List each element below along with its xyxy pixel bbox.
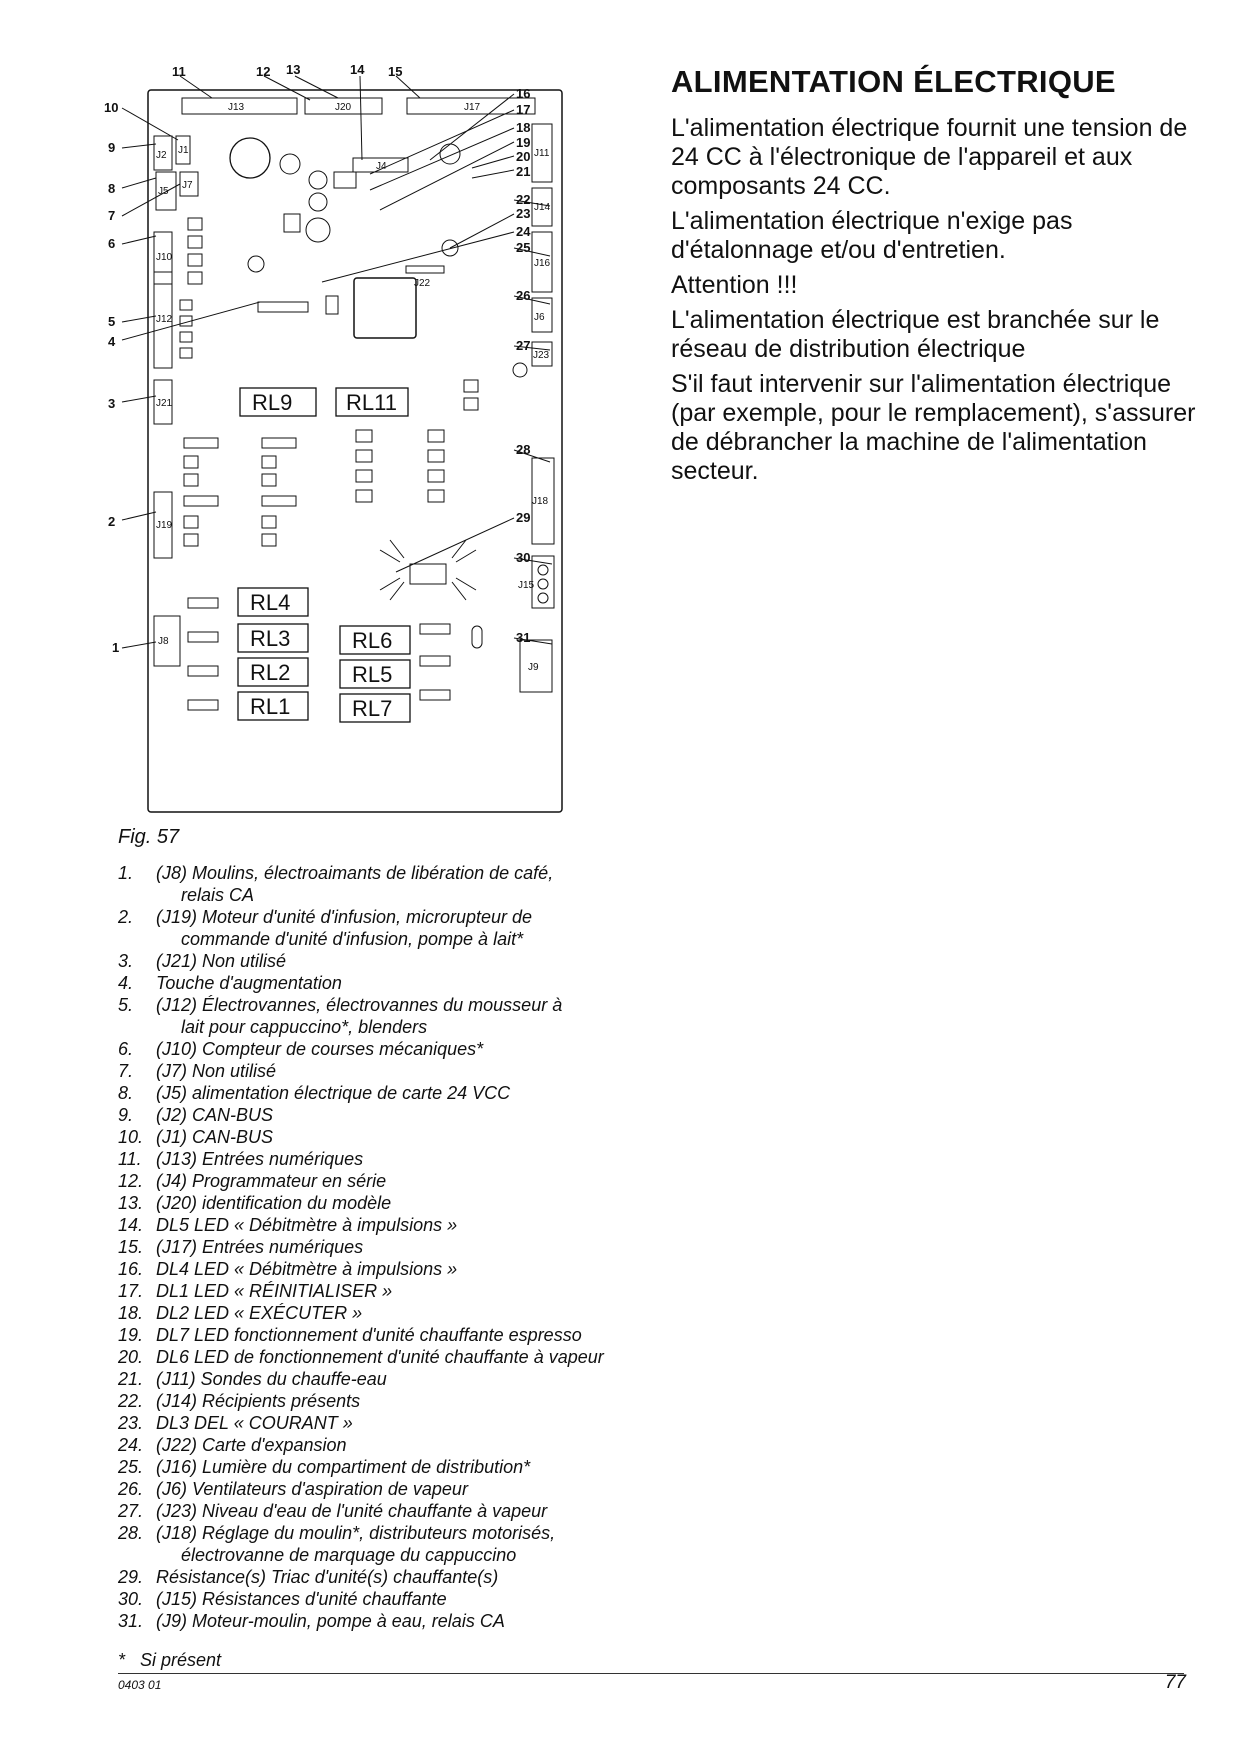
legend-item: 14. DL5 LED « Débitmètre à impulsions » — [118, 1215, 458, 1235]
svg-text:J10: J10 — [156, 252, 173, 263]
callout-27: 27 — [516, 338, 531, 353]
relay-rl7 — [340, 694, 410, 722]
legend-item: 19. DL7 LED fonctionnement d'unité chauffante espresso — [118, 1325, 582, 1345]
triac-heatsink — [380, 540, 476, 600]
connector-j8 — [154, 616, 180, 666]
paragraph: L'alimentation électrique fournit une tension de 24 CC à l'électronique de l'appareil et aux composants 24 CC. — [671, 114, 1188, 200]
legend-item: 31. (J9) Moteur-moulin, pompe à eau, relais CA — [118, 1611, 505, 1631]
svg-text:J19: J19 — [156, 520, 173, 531]
legend-item: 3. (J21) Non utilisé — [118, 951, 287, 971]
section-title: ALIMENTATION ÉLECTRIQUE — [671, 64, 1116, 99]
connector-j10 — [154, 232, 173, 284]
callout-3: 3 — [108, 396, 116, 411]
connector-j14 — [532, 188, 552, 226]
paragraph: S'il faut intervenir sur l'alimentation électrique (par exemple, pour le remplacement), s'assurer de débrancher la machine de l'alimentation secteur. — [671, 370, 1196, 485]
svg-text:RL4: RL4 — [250, 590, 291, 615]
relay-rl4 — [238, 588, 308, 616]
svg-text:J20: J20 — [335, 102, 352, 113]
relay-rl6 — [340, 626, 410, 654]
svg-text:J2: J2 — [156, 150, 167, 161]
svg-text:J17: J17 — [464, 102, 481, 113]
legend-item: 30. (J15) Résistances d'unité chauffante — [118, 1589, 447, 1609]
legend-item: 11. (J13) Entrées numériques — [118, 1149, 364, 1169]
callout-17: 17 — [516, 102, 531, 117]
component — [258, 302, 308, 312]
connector-j19 — [154, 492, 173, 558]
connector-j5 — [156, 172, 176, 210]
document-code: 0403 01 — [118, 1678, 162, 1692]
callout-1: 1 — [112, 640, 120, 655]
svg-text:J8: J8 — [158, 636, 169, 647]
relay-rl11 — [336, 388, 408, 416]
relay-rl9 — [240, 388, 316, 416]
svg-text:J13: J13 — [228, 102, 245, 113]
svg-text:J6: J6 — [534, 312, 545, 323]
legend-item: 29. Résistance(s) Triac d'unité(s) chauffante(s) — [118, 1567, 499, 1587]
svg-text:J22: J22 — [414, 278, 431, 289]
connector-j4 — [353, 158, 408, 172]
callout-14: 14 — [350, 62, 365, 77]
svg-text:RL11: RL11 — [346, 390, 397, 415]
svg-text:J23: J23 — [533, 350, 550, 361]
connector-j11 — [532, 124, 552, 182]
callout-19: 19 — [516, 135, 531, 150]
connector-j9 — [520, 640, 552, 692]
connector-j16 — [532, 232, 552, 292]
legend-item: 28. (J18) Réglage du moulin*, distributeurs motorisés, électrovanne de marquage du cappuccino — [118, 1523, 556, 1565]
legend-item: 24. (J22) Carte d'expansion — [118, 1435, 347, 1455]
led-indicator — [440, 144, 460, 164]
capacitor — [306, 218, 330, 242]
connector-j20 — [305, 98, 382, 114]
footnote: * Si présent — [118, 1650, 222, 1670]
connector-j7 — [180, 172, 198, 196]
figure-legend — [118, 862, 604, 1632]
callout-6: 6 — [108, 236, 116, 251]
svg-text:RL7: RL7 — [352, 696, 393, 721]
callout-9: 9 — [108, 140, 116, 155]
svg-text:J5: J5 — [158, 186, 169, 197]
relay-rl5 — [340, 660, 410, 688]
callout-21: 21 — [516, 164, 531, 179]
component — [334, 172, 356, 188]
microcontroller-chip — [354, 278, 416, 338]
callout-4: 4 — [108, 334, 116, 349]
legend-item: 18. DL2 LED « EXÉCUTER » — [118, 1303, 363, 1323]
legend-item: 7. (J7) Non utilisé — [118, 1061, 277, 1081]
callout-22: 22 — [516, 192, 531, 207]
footer-divider — [118, 1673, 1184, 1674]
legend-item: 16. DL4 LED « Débitmètre à impulsions » — [118, 1259, 458, 1279]
callout-28: 28 — [516, 442, 531, 457]
legend-item: 9. (J2) CAN-BUS — [118, 1105, 274, 1125]
legend-item: 4. Touche d'augmentation — [118, 973, 342, 993]
callout-2: 2 — [108, 514, 116, 529]
callout-29: 29 — [516, 510, 531, 525]
legend-item: 10. (J1) CAN-BUS — [118, 1127, 274, 1147]
svg-text:RL9: RL9 — [252, 390, 293, 415]
legend-item: 12. (J4) Programmateur en série — [118, 1171, 387, 1191]
relay-rl1 — [238, 692, 308, 720]
capacitor — [309, 193, 327, 211]
svg-text:J1: J1 — [178, 145, 189, 156]
legend-item: 27. (J23) Niveau d'eau de l'unité chauffante à vapeur — [118, 1501, 548, 1521]
callout-8: 8 — [108, 181, 116, 196]
legend-item: 13. (J20) identification du modèle — [118, 1193, 392, 1213]
component — [248, 256, 264, 272]
svg-text:RL2: RL2 — [250, 660, 291, 685]
svg-text:RL5: RL5 — [352, 662, 393, 687]
callout-25: 25 — [516, 240, 531, 255]
svg-text:J21: J21 — [156, 398, 173, 409]
legend-item: 15. (J17) Entrées numériques — [118, 1237, 364, 1257]
callout-12: 12 — [256, 64, 271, 79]
power-supply-section — [671, 64, 1211, 492]
legend-item: 2. (J19) Moteur d'unité d'infusion, microrupteur de commande d'unité d'infusion, pompe à lait* — [118, 907, 533, 949]
capacitor — [230, 138, 270, 178]
svg-text:J18: J18 — [532, 496, 549, 507]
legend-item: 21. (J11) Sondes du chauffe-eau — [118, 1369, 387, 1389]
svg-text:RL6: RL6 — [352, 628, 393, 653]
svg-text:J11: J11 — [534, 148, 550, 159]
callout-5: 5 — [108, 314, 116, 329]
legend-item: 23. DL3 DEL « COURANT » — [118, 1413, 353, 1433]
callout-16: 16 — [516, 86, 531, 101]
callout-10: 10 — [104, 100, 119, 115]
legend-item: 22. (J14) Récipients présents — [118, 1391, 361, 1411]
legend-item: 17. DL1 LED « RÉINITIALISER » — [118, 1281, 393, 1301]
component — [284, 214, 300, 232]
svg-text:J7: J7 — [182, 180, 193, 191]
svg-text:J15: J15 — [518, 580, 535, 591]
callout-leaders — [122, 76, 552, 648]
capacitor — [280, 154, 300, 174]
svg-text:J16: J16 — [534, 258, 551, 269]
paragraph: L'alimentation électrique est branchée sur le réseau de distribution électrique — [671, 306, 1160, 363]
svg-text:J12: J12 — [156, 314, 173, 325]
callout-26: 26 — [516, 288, 531, 303]
warning-heading: Attention !!! — [671, 271, 798, 299]
svg-text:J4: J4 — [376, 161, 387, 172]
legend-item: 5. (J12) Électrovannes, électrovannes du mousseur à lait pour cappuccino*, blenders — [118, 995, 563, 1037]
callout-18: 18 — [516, 120, 531, 135]
legend-item: 8. (J5) alimentation électrique de carte 24 VCC — [118, 1083, 511, 1103]
callout-7: 7 — [108, 208, 116, 223]
paragraph: L'alimentation électrique n'exige pas d'étalonnage et/ou d'entretien. — [671, 207, 1073, 264]
svg-text:RL1: RL1 — [250, 694, 291, 719]
callout-24: 24 — [516, 224, 531, 239]
legend-item: 6. (J10) Compteur de courses mécaniques* — [118, 1039, 484, 1059]
legend-item: 20. DL6 LED de fonctionnement d'unité chauffante à vapeur — [118, 1347, 604, 1367]
legend-item: 26. (J6) Ventilateurs d'aspiration de vapeur — [118, 1479, 468, 1499]
component-array — [180, 218, 482, 710]
connector-j18 — [532, 458, 554, 544]
circuit-board-diagram — [100, 60, 620, 830]
relay-rl2 — [238, 658, 308, 686]
callout-11: 11 — [172, 64, 186, 79]
callout-23: 23 — [516, 206, 531, 221]
connector-j23 — [532, 342, 552, 366]
connector-j12 — [154, 272, 173, 368]
callout-15: 15 — [388, 64, 403, 79]
figure-caption: Fig. 57 — [118, 826, 180, 848]
callout-30: 30 — [516, 550, 531, 565]
svg-text:RL3: RL3 — [250, 626, 291, 651]
legend-item: 25. (J16) Lumière du compartiment de distribution* — [118, 1457, 531, 1477]
component — [513, 363, 527, 377]
callout-20: 20 — [516, 149, 531, 164]
connector-j1 — [176, 136, 190, 164]
svg-text:J14: J14 — [534, 202, 551, 213]
connector-j21 — [154, 380, 173, 424]
connector-j13 — [182, 98, 297, 114]
page-number: 77 — [1164, 1672, 1186, 1693]
callout-13: 13 — [286, 62, 301, 77]
capacitor — [309, 171, 327, 189]
connector-j6 — [532, 298, 552, 332]
svg-text:J9: J9 — [528, 662, 539, 673]
increase-button — [326, 296, 338, 314]
callout-31: 31 — [516, 630, 531, 645]
connector-j2 — [154, 136, 172, 170]
relay-rl3 — [238, 624, 308, 652]
legend-item: 1. (J8) Moulins, électroaimants de libération de café, relais CA — [118, 863, 554, 905]
